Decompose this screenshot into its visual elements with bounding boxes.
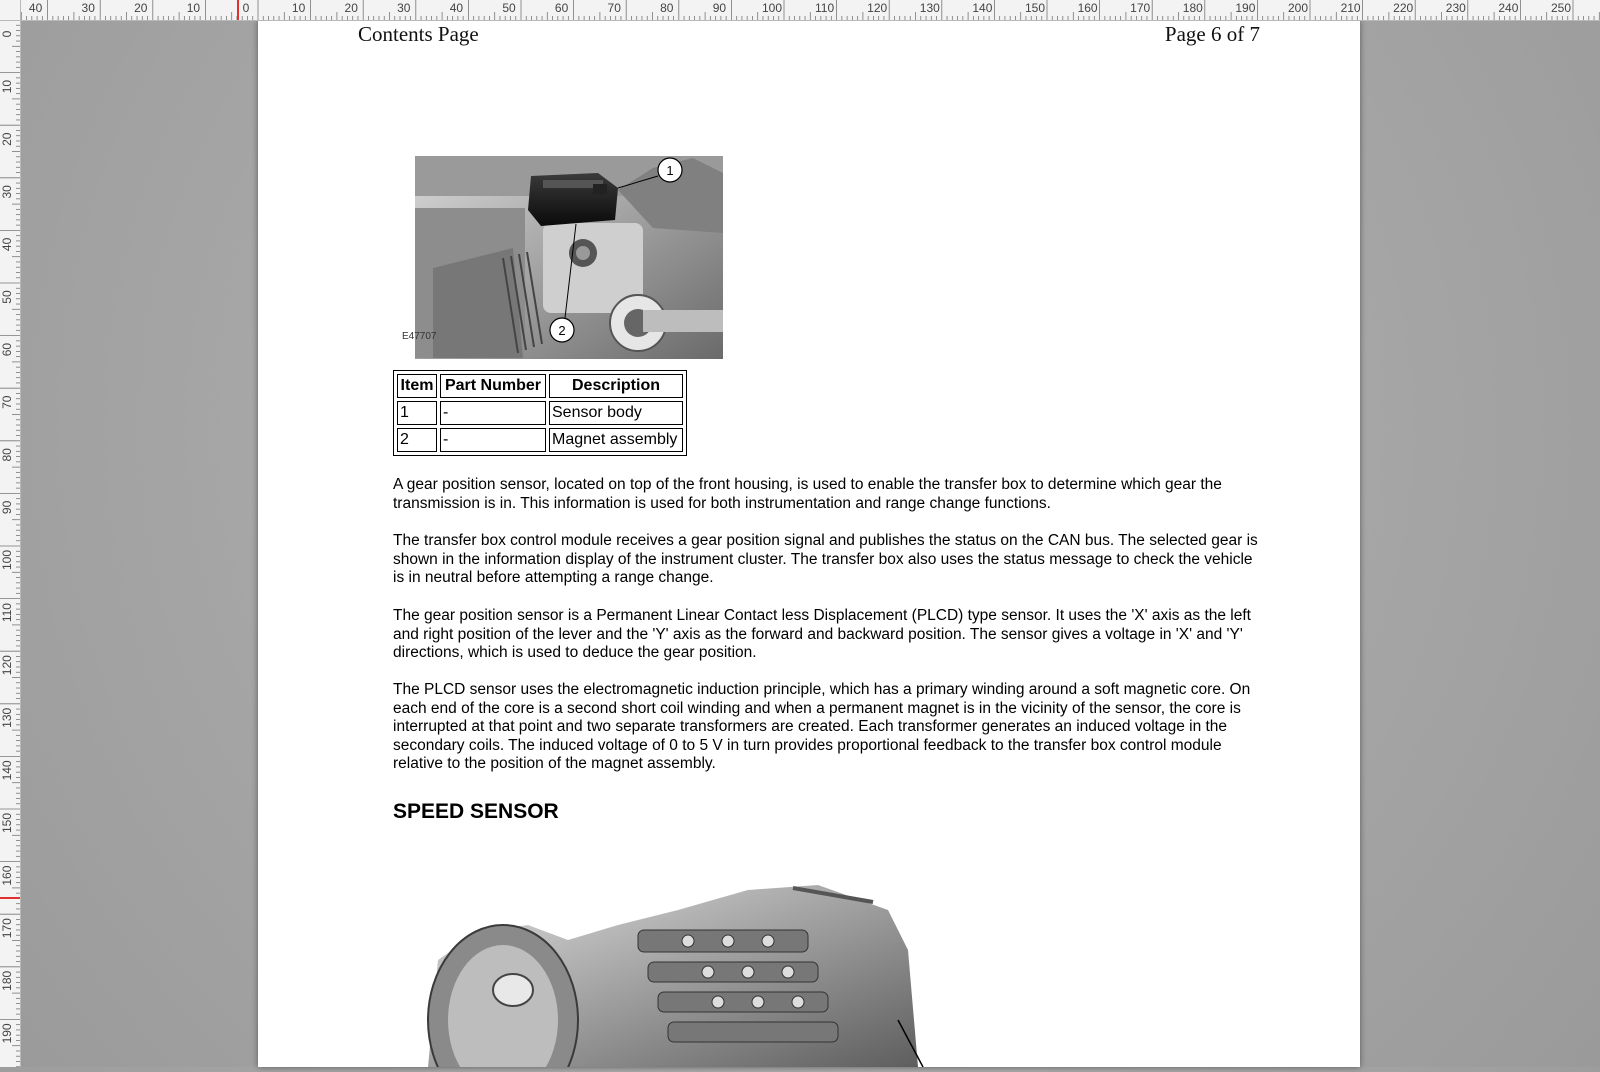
ruler-label: 210: [1340, 1, 1361, 15]
column-header-item: Item: [397, 374, 437, 398]
horizontal-ruler[interactable]: [0, 0, 1600, 21]
ruler-label: 250: [1550, 1, 1572, 15]
column-header-description: Description: [549, 374, 683, 398]
ruler-label: 200: [1287, 1, 1309, 15]
ruler-label: 50: [0, 290, 14, 304]
ruler-label: 10: [291, 1, 306, 15]
horizontal-ruler-scale: [0, 0, 1600, 20]
cell-part-number: -: [440, 428, 546, 452]
cell-item: 2: [397, 428, 437, 452]
column-header-part-number: Part Number: [440, 374, 546, 398]
ruler-label: 90: [0, 500, 14, 515]
vertical-ruler[interactable]: [0, 20, 21, 1067]
callout-2-label: 2: [558, 323, 566, 338]
ruler-label: 240: [1498, 1, 1519, 15]
ruler-label: 160: [0, 865, 14, 886]
paragraph: The PLCD sensor uses the electromagnetic induction principle, which has a primary winding around a soft magnetic core. On each end of the core is a second short coil winding and when a permanent magnet is in the vicinity of the sensor, the core is interrupted at that point and two separate transformers are created. Each transformer generates an induced voltage in the secondary coils. The induced voltage of 0 to 5 V in turn provides proportional feedback to the transfer box control module relative to the position of the magnet assembly.: [393, 681, 1251, 773]
ruler-label: 80: [0, 448, 14, 462]
ruler-label: 130: [919, 1, 940, 15]
ruler-label: 140: [972, 1, 993, 15]
ruler-label: 170: [0, 918, 14, 939]
ruler-label: 60: [554, 1, 569, 15]
cell-item: 1: [397, 401, 437, 425]
table-header-row: [397, 374, 683, 398]
ruler-label: 110: [0, 603, 14, 623]
ruler-label: 140: [0, 760, 14, 781]
paragraph: The gear position sensor is a Permanent Linear Contact less Displacement (PLCD) type sensor. It uses the 'X' axis as the left and right position of the lever and the 'Y' axis as the forward and backward position. The sensor gives a voltage in 'X' and 'Y' directions, which is used to deduce the gear position.: [393, 607, 1251, 662]
vertical-ruler-scale: [0, 20, 20, 1067]
cell-description: Sensor body: [549, 401, 683, 425]
ruler-label: 40: [0, 237, 14, 252]
ruler-label: 150: [1024, 1, 1046, 15]
transfer-box-illustration: [418, 870, 938, 1067]
ruler-label: 20: [0, 132, 14, 146]
ruler-label: 0: [0, 30, 14, 38]
callout-1-label: 1: [666, 163, 674, 178]
ruler-label: 20: [344, 1, 358, 15]
gear-position-sensor-illustration: [393, 128, 723, 363]
cell-part-number: -: [440, 401, 546, 425]
document-page: [258, 20, 1360, 1067]
ruler-label: 30: [0, 185, 14, 199]
ruler-label: 180: [1182, 1, 1203, 15]
ruler-label: 40: [28, 1, 43, 15]
ruler-label: 130: [0, 707, 14, 728]
ruler-label: 170: [1130, 1, 1151, 15]
paragraph: The transfer box control module receives a gear position signal and publishes the status on the CAN bus. The selected gear is shown in the information display of the instrument cluster. The transfer box also uses the status message to check the vehicle is in neutral before attempting a range change.: [393, 532, 1258, 587]
ruler-label: 60: [0, 342, 14, 357]
ruler-label: 10: [0, 79, 14, 94]
ruler-label: 0: [242, 1, 250, 15]
ruler-label: 30: [397, 1, 411, 15]
ruler-label: 100: [761, 1, 783, 15]
ruler-label: 160: [1077, 1, 1098, 15]
parts-table: [393, 370, 687, 456]
ruler-label: 220: [1393, 1, 1414, 15]
page-indicator: Page 6 of 7: [1164, 22, 1260, 46]
ruler-label: 190: [0, 1023, 14, 1044]
ruler-label: 80: [660, 1, 674, 15]
ruler-label: 100: [0, 549, 14, 571]
ruler-label: 10: [186, 1, 201, 15]
paragraph: A gear position sensor, located on top of the front housing, is used to enable the transfer box to determine which gear the transmission is in. This information is used for both instrumentation and range change functions.: [393, 476, 1222, 512]
header-contents-link[interactable]: Contents Page: [358, 22, 479, 46]
ruler-label: 30: [81, 1, 95, 15]
ruler-label: 70: [0, 395, 14, 409]
ruler-label: 110: [815, 1, 835, 15]
ruler-label: 150: [0, 812, 14, 834]
ruler-label: 40: [449, 1, 464, 15]
ruler-label: 120: [867, 1, 888, 15]
ruler-label: 230: [1445, 1, 1466, 15]
ruler-label: 180: [0, 970, 14, 991]
table-row: [397, 401, 683, 425]
ruler-label: 90: [712, 1, 727, 15]
ruler-label: 20: [134, 1, 148, 15]
ruler-label: 120: [0, 655, 14, 676]
ruler-corner: [0, 0, 21, 21]
ruler-label: 70: [607, 1, 621, 15]
figure-id-label: E47707: [402, 331, 437, 342]
ruler-label: 50: [502, 1, 516, 15]
section-heading: SPEED SENSOR: [393, 800, 559, 823]
table-row: [397, 428, 683, 452]
cell-description: Magnet assembly: [549, 428, 683, 452]
ruler-label: 190: [1235, 1, 1256, 15]
